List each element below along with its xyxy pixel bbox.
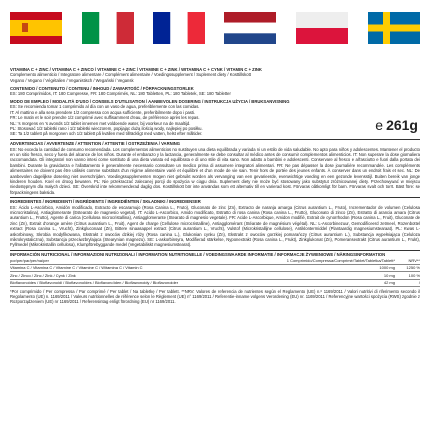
- table-cell: Vitamina C / Vitamina C / Vitamine C / Vitamine C / Witamina C / Vitamin C: [10, 264, 287, 271]
- contents-text: ES: 180 Comprimidos, IT: 180 Compresse, FR: 180 Comprimés, NL: 180 Tabletten, PL: 180 Tabletek, SE: 180 Tabletter: [10, 91, 231, 97]
- usage-heading: MODO DE EMPLEO / MODALITÀ D'USO / CONSEILS D'UTILISATION / AANBEVOLEN DOSERING / INSTRUKCJA UŻYCIA / BRUKSANVISNING: [10, 99, 290, 105]
- france-flag: [153, 12, 205, 44]
- diet-line: Vegano / Vegano / Végétalien / Veganistisch / Wegański / Vegansk: [10, 77, 134, 83]
- sweden-flag: [368, 12, 420, 44]
- table-row: [10, 264, 420, 271]
- table-header-cell: 1 Comprimido/Compressa/Comprimé/Tablet/Tabletka/Tablett*: [286, 257, 395, 263]
- flag-row: [0, 0, 430, 60]
- usage-line-nl: NL: 's morgens en 's avonds 1/2 tablet innemen met voldoende water, bij voorkeur na de maaltijd.: [10, 120, 191, 126]
- table-cell: Zinc / Zinco / Zinc / Zink / Cynk / Zink: [10, 272, 287, 279]
- divider: [10, 197, 420, 198]
- spain-flag: [10, 12, 62, 44]
- product-label: [10, 67, 420, 305]
- usage-line-it: IT: Al mattino e alla sera prendere 1/2 compressa con acqua sufficiente, preferibilmente dopo i pasti.: [10, 109, 196, 115]
- estimated-sign: e: [375, 117, 384, 133]
- nutrition-heading: INFORMACIÓN NUTRICIONAL / INFORMAZIONI NUTRIZIONALI / INFORMATION NUTRITIONELLE / VOEDINGSWAARDE INFORMATIE / INFORMACJE ŻYWIENIOWE / NÄRINGSINFORMATION: [10, 252, 386, 258]
- supplement-line: Complemento alimenticio / Integratore alimentare / Complément alimentaire / Voedingssupplement / Suplement diety / Kosttillskott: [10, 72, 251, 78]
- divider: [10, 250, 420, 251]
- netherlands-flag: [224, 12, 276, 44]
- weight-value: 261g: [386, 117, 418, 133]
- italy-flag: [82, 12, 134, 44]
- table-cell: 42 mg: [287, 279, 395, 286]
- usage-line-pl: PL: Stosować 1/2 tabletki rano i 1/2 tabletki wieczorem, popijając dużą ilością wody, najlepiej po posiłku.: [10, 126, 203, 132]
- table-row: [10, 279, 420, 286]
- table-cell: /: [395, 279, 420, 286]
- table-cell: Bioflavonoides / Bioflavonoidi / Bioflavonoïdes / Bioflavonoïden / Bioflawonoidy / Bioflavonoider: [10, 279, 287, 286]
- poland-flag: [296, 12, 348, 44]
- product-line: VITAMINA C + ZINC / VITAMINA C + ZINCO / VITAMINE C + ZINC / VITAMINE C + ZINK / WITAMINA C + CYNK / VITAMIN C + ZINK: [10, 67, 262, 72]
- table-cell: 10 mg: [287, 272, 395, 279]
- nutrition-table: [10, 257, 420, 287]
- table-row: [10, 272, 420, 279]
- usage-line-se: SE: Ta 1/2 tablett på morgonen och 1/2 tablett på kvällen med tillräckligt med vatten, helst efter måltider.: [10, 131, 203, 137]
- table-header-cell: NRV**: [395, 257, 420, 264]
- footnote: *Por comprimido / Per compressa / Par comprimé / Per tablet / Na tabletkę / Per tablett. **NRV: Valores de referencia de nutrientes según el Reglamento (UE) n.º 1169/2011 / Valori nutritivi di riferimento secondo il Regolamento (UE) n. 1169/2011 / Valeurs nutritionnelles de référence selon le Règlement (UE) n° 1169/2011 / Referentie-inname volgens Verordening (EU) nr. 1169/2011 / Referencyjne wartości spożycia (RWS) zgodnie z Rozporządzeniem (UE) nr 1169/2011 / Referensintag enligt förordning (EU) nr 1169/2011.: [10, 288, 420, 305]
- usage-line-fr: FR: Le matin et le soir prendre 1/2 comprimé avec suffisamment d'eau, de préférence après les repas.: [10, 115, 200, 121]
- table-cell: 1250 %: [395, 264, 420, 271]
- usage-line-es: ES: Se recomienda tomar 1 comprimido al día con un vaso de agua, preferiblemente con las comidas.: [10, 104, 200, 110]
- ingredients-text: ES: Ácido L-Ascórbico, Amidón modificado, Extracto de escaramujo (Rosa Canina L., Fruto), Gluconato de zinc (Zn), Extracto de naranja amarga (Citrus aurantium L., Fruto), Incrementador de volumen (Celulosa microcristalina), Antiaglomerante (Estearato de magnesio vegetal). IT: Acido L-Ascorbico, Amido modificato, Estratto di rosa canina (Rosa canina L., Frutto), Gluconato di zinco (Zn), Estratto di arancia amara (Citrus aurantium L., Frutto), Agente di carica (Cellulosa microcristallina), Antiagglomerante (Stearato di magnesio vegetale). FR: Acide L-Ascorbique, Amidon modifié, Extrait de cynorrhodon (Rosa canina L., Fruit), Gluconate de zinc (Zn), Extrait d'orange amère (Citrus aurantium L., Fruit), Agent de charge (Cellulose microcristalline), Antiagglomérant (Stéarate de magnésium végétal). NL: L-Ascorbinezuur, Gemodificeerd zetmeel, Rozenbottel extract (Rosa canina L., Vrucht), Zinkgluconaat (Zn), Bittere sinaasappel extract (Citrus aurantium L., Vrucht), Vulstof (Microkristallijne cellulose), Antiklontermiddel (Plantaardig magnesiumstearaat). PL: Kwas L-askorbinowy, Skrobia modyfikowana, Ekstrakt z owoców dzikiej róży (Rosa canina L.), Glukonian cynku (Zn), Ekstrakt z owoców gorzkiej pomarańczy (Citrus aurantium L.), Substancja wypełniająca (Celuloza mikrokrystaliczna), Substancja przeciwzbrylająca (Stearynian magnezu). SE: L-askorbinsyra, Modifierad stärkelse, Nyponextrakt (Rosa canina L., Frukt), Zinkglukonat (Zn), Pomeransextrakt (Citrus aurantium L., Frukt), Fyllmedel (Mikrokristallin cellulosa), Klumpförebyggande medel (Vegetabiliskt magnesiumstearat).: [10, 204, 420, 248]
- warnings-heading: ADVERTENCIAS / AVVERTENZE / ATTENTION / ATTENTIE / OSTRZEŻENIA / VARNING: [10, 141, 181, 147]
- table-cell: 100 %: [395, 272, 420, 279]
- ingredients-heading: INGREDIENTES / INGREDIENTI / INGRÉDIENTS / INGREDIËNTEN / SKŁADNIKI / INGREDIENSER: [10, 199, 201, 205]
- divider: [10, 139, 420, 140]
- warnings-text: ES: No exceda la cantidad de consumo recomendada. Los complementos alimenticios no sustituyen una dieta equilibrada y variada ni un estilo de vida saludable. No apto para niños y adolescentes. Mantener el producto en un sitio fresco, seco y fuera del alcance de los niños. Durante el embarazo y la lactancia, generalmente se debe consultar al médico antes de consumir complementos alimenticios. IT: Non superare la dose giornaliera raccomandata. Gli integratori non vanno intesi come sostituto di una dieta variata ed equilibrata e di uno stile di vita sano. Non adatto a bambini e adolescenti. Conservare al fresco e all'asciutto e fuori dalla portata dei bambini. Durante la gravidanza e l'allattamento è generalmente necessario consultare un medico prima di assumere integratori alimentari. FR: Ne pas dépasser la dose journalière recommandée. Les compléments alimentaires ne doivent pas être utilisés comme substituts d'un régime alimentaire varié et équilibré et d'un mode de vie sain. Tenir hors de portée des jeunes enfants. À conserver dans un endroit frais et sec. NL: De aanbevolen dagelijkse dosering niet overschrijden. Voedingssupplementen mogen niet gebruikt worden als vervanging van een gevarieerde, evenwichtige voeding en een gezonde levensstijl. Buiten bereik van jonge kinderen houden. Koel en droog bewaren. PL: Nie przekraczać zalecanej porcji do spożycia w ciągu dnia. Suplement diety nie może być stosowany jako substytut zróżnicowanej diety. Przechowywać w miejscu niedostępnym dla małych dzieci. SE: Överskrid inte rekommenderad daglig dos. Kosttillskott bör inte användas som ett alternativ till en varierad kost. Förvaras oåtkomligt för barn. Förvaras svalt och torrt. Bäst före: se förpackningens baksida.: [10, 146, 420, 195]
- table-header-row: [10, 257, 420, 264]
- contents-heading: CONTENIDO / CONTENUTO / CONTENU / INHOUD / ZAWARTOŚĆ / FÖRPACKNINGSTORLEK: [10, 85, 194, 91]
- table-header-cell: por/per/par/per/na/per: [10, 257, 287, 264]
- table-cell: 1000 mg: [287, 264, 395, 271]
